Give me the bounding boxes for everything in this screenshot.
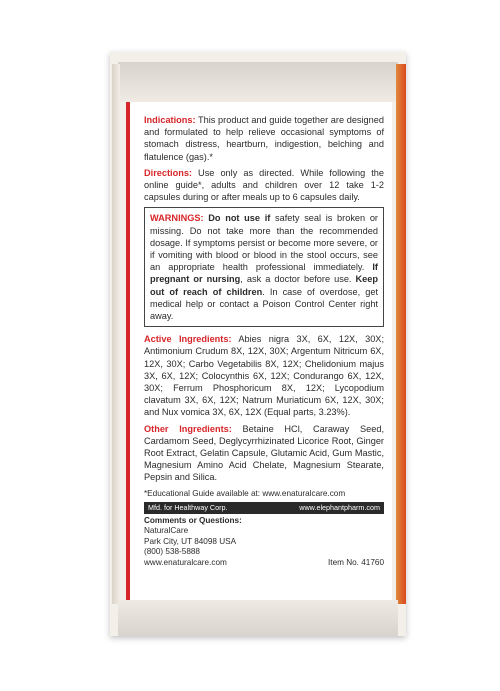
box-top-flap: [118, 62, 398, 102]
warnings-text-1: safety seal is broken or missing. Do not take more than the recommended dosage. If symptoms persist or become more severe, or if vomiting with blood or blood in the stool occurs, see an appropriate health professional immediately.: [150, 213, 378, 273]
box-left-edge: [112, 64, 120, 604]
manufacturer-text: Mfd. for Healthway Corp.: [148, 502, 228, 512]
contact-name: NaturalCare: [144, 526, 189, 536]
directions-text: Use only as directed. While following the online guide*, adults and children over 12 take 1-2 capsules during or after meals up to 6 capsules daily.: [144, 167, 384, 203]
product-label: [130, 102, 392, 600]
contact-address: Park City, UT 84098 USA: [144, 536, 237, 546]
active-ingredients-section: [144, 333, 384, 418]
contact-block: [144, 516, 384, 569]
warnings-bold-3: Keep out of reach of children: [150, 274, 379, 297]
other-ingredients-text: Betaine HCl, Caraway Seed, Cardamom Seed, Deglycyrrhizinated Licorice Root, Ginger Root Extract, Gelatin Capsule, Glutamic Acid, Gum Mastic, Magnesium Amino Acid Chelate, Magnesium Stearate, Pepsin and Silica.: [144, 423, 384, 483]
directions-section: [144, 167, 384, 204]
contact-heading: Comments or Questions:: [144, 515, 242, 525]
box-right-edge: [396, 64, 406, 604]
warnings-text-2: , ask a doctor before use.: [240, 274, 356, 285]
warnings-heading: WARNINGS:: [150, 213, 204, 224]
active-ingredients-heading: Active Ingredients:: [144, 334, 232, 345]
item-number: Item No. 41760: [328, 557, 384, 567]
other-ingredients-section: [144, 423, 384, 484]
other-ingredients-heading: Other Ingredients:: [144, 423, 232, 434]
guide-note: *Educational Guide available at: www.enaturalcare.com: [144, 488, 346, 498]
warnings-text-3: . In case of overdose, get medical help or contact a Poison Control Center right away.: [150, 286, 378, 322]
contact-phone: (800) 538-5888: [144, 547, 200, 557]
warnings-box: [144, 207, 384, 327]
active-ingredients-text: Abies nigra 3X, 6X, 12X, 30X; Antimonium Crudum 8X, 12X, 30X; Argentum Nitricum 6X, 12X, 30X; Carbo Vegetabilis 8X, 12X; Chelidonium majus 3X, 6X, 12X; Colocynthis 6X, 12X; Condurango 6X, 12X, 30X; Ferrum Phosphoricum 8X, 12X; Lycopodium clavatum 3X, 6X, 12X; Natrum Muriaticum 6X, 12X, 30X; and Nux vomica 3X, 6X, 12X (Equal parts, 3.23%).: [144, 334, 384, 418]
indications-section: [144, 114, 384, 163]
contact-website: www.enaturalcare.com: [144, 557, 227, 567]
indications-heading: Indications:: [144, 115, 196, 125]
manufacturer-bar: [144, 502, 384, 514]
warnings-bold-2: If pregnant or nursing: [150, 262, 378, 285]
box-bottom-flap: [118, 600, 398, 636]
indications-text: This product and guide together are designed and formulated to help relieve occasional symptoms of stomach distress, heartburn, indigestion, belching and flatulence (gas).*: [144, 115, 384, 162]
manufacturer-website: www.elephantpharm.com: [299, 502, 380, 512]
warnings-bold-1: Do not use if: [208, 213, 271, 224]
directions-heading: Directions:: [144, 167, 192, 178]
